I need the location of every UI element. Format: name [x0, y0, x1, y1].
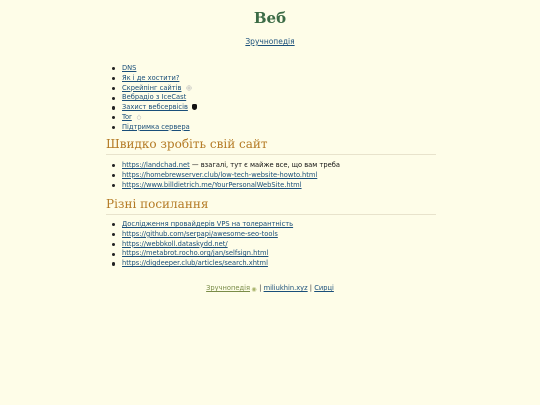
quick-links-list [112, 161, 340, 190]
onion-icon [136, 114, 142, 120]
toc-link-icecast[interactable]: Вебрадіо з IceCast [122, 93, 187, 102]
misc-link-seo-tools[interactable]: https://github.com/serpapi/awesome-seo-tools [122, 229, 278, 238]
list-item [112, 220, 293, 230]
misc-link-webbkoll[interactable]: https://webbkoll.dataskydd.net/ [122, 239, 228, 248]
quick-link-note: — взагалі, тут є майже все, що вам треба [189, 161, 340, 169]
toc-item-scraping [112, 84, 197, 94]
toc-item-icecast [112, 93, 197, 103]
toc-link-hosting[interactable]: Як і де хостити? [122, 73, 180, 82]
footer-separator: | [259, 284, 262, 292]
top-nav [0, 37, 540, 46]
section-title-quick: Швидко зробіть свій сайт [106, 137, 436, 155]
misc-link-selfsign[interactable]: https://metabrot.rocho.org/jan/selfsign.html [122, 249, 269, 258]
quick-link-landchad[interactable]: https://landchad.net [122, 161, 190, 169]
webring-logo-icon: ◉ [251, 286, 257, 293]
misc-link-digdeeper[interactable]: https://digdeeper.club/articles/search.xhtml [122, 259, 268, 268]
misc-link-vps-research[interactable]: Дослідження провайдерів VPS на толерантність [122, 220, 294, 228]
toc-item-protection [112, 103, 197, 113]
toc-item-tor [112, 113, 197, 123]
list-item [112, 249, 293, 259]
page-title: Веб [253, 9, 287, 27]
misc-links-list [112, 220, 293, 269]
wiki-link[interactable]: Зручнопедія [245, 37, 295, 46]
shield-icon [192, 104, 197, 110]
list-item [112, 230, 293, 240]
toc-link-support[interactable]: Підтримка сервера [122, 122, 190, 131]
spider-web-icon [186, 85, 192, 91]
footer [0, 284, 540, 293]
toc-item-dns [112, 64, 197, 74]
quick-link-billdietrich[interactable]: https://www.billdietrich.me/YourPersonalWebSite.html [122, 180, 302, 189]
source-link[interactable]: Сирці [314, 284, 334, 292]
site-link[interactable]: miliukhin.xyz [263, 284, 308, 292]
list-item [112, 171, 340, 181]
toc-link-scraping[interactable]: Скрейпінг сайтів [122, 83, 182, 92]
footer-separator: | [309, 284, 313, 292]
toc-link-tor[interactable]: Tor [122, 112, 132, 121]
toc-item-hosting [112, 74, 197, 84]
toc-link-protection[interactable]: Захист вебсервісів [122, 103, 188, 112]
webring-link[interactable] [206, 284, 257, 292]
quick-link-homebrewserver[interactable]: https://homebrewserver.club/low-tech-website-howto.html [122, 170, 318, 179]
list-item [112, 181, 340, 191]
webring-label: Зручнопедія [206, 284, 251, 292]
section-title-misc: Різні посилання [106, 197, 436, 215]
table-of-contents [112, 64, 197, 133]
toc-item-support [112, 123, 197, 133]
list-item [112, 161, 340, 171]
toc-link-dns[interactable]: DNS [122, 64, 137, 72]
list-item [112, 259, 293, 269]
list-item [112, 240, 293, 250]
